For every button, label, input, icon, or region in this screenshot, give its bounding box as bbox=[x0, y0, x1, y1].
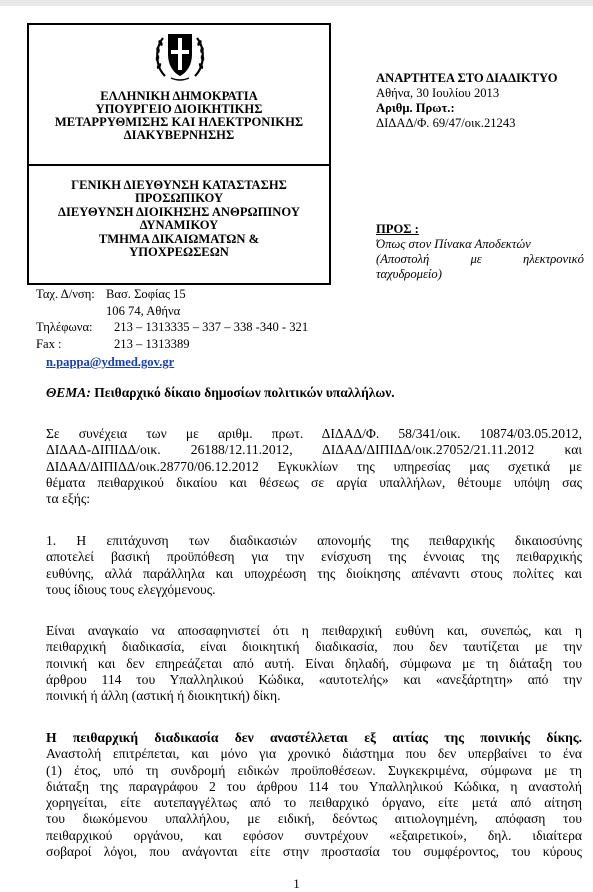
address-value: Βασ. Σοφίας 15 bbox=[106, 287, 186, 301]
page-number: 1 bbox=[293, 876, 300, 891]
paragraph bbox=[46, 426, 582, 507]
subject-text: Πειθαρχικό δίκαιο δημοσίων πολιτικών υπαλλήλων. bbox=[90, 385, 395, 400]
dept-line: ΔΥΝΑΜΙΚΟΥ bbox=[139, 218, 219, 232]
protocol-number: ΔΙΔΑΔ/Φ. 69/47/οικ.21243 bbox=[376, 116, 516, 130]
paragraph-line: σοβαροί λόγοι, που ανάγονται είτε στην προστασία του συμφέροντος, του κύρους bbox=[46, 844, 582, 860]
paragraph-line: αποτελεί βασική προϋπόθεση για την ενίσχυση της έννοιας της πειθαρχικής bbox=[46, 549, 582, 565]
recipients-word: (Αποστολή bbox=[376, 252, 430, 266]
paragraph-line: Σε συνέχεια των με αριθμ. πρωτ. ΔΙΔΑΔ/Φ. 58/341/οικ. 10874/03.05.2012, bbox=[46, 426, 582, 441]
paragraph bbox=[46, 730, 582, 860]
org-line: ΜΕΤΑΡΡΥΘΜΙΣΗΣ ΚΑΙ ΗΛΕΚΤΡΟΝΙΚΗΣ bbox=[54, 115, 304, 129]
document-meta bbox=[376, 71, 558, 131]
recipients-word: ηλεκτρονικό bbox=[522, 252, 584, 266]
recipients-word: με bbox=[470, 252, 482, 266]
phones-label: Τηλέφωνα: bbox=[36, 320, 93, 334]
greek-coat-of-arms-icon bbox=[151, 26, 209, 84]
address-postcode: 106 74, Αθήνα bbox=[106, 303, 181, 318]
paragraph bbox=[46, 623, 582, 704]
recipients-line bbox=[376, 252, 584, 267]
viewer-top-edge bbox=[0, 0, 593, 6]
recipients-line: Όπως στον Πίνακα Αποδεκτών bbox=[376, 237, 531, 251]
paragraph-line: χορηγείται, είτε αυτεπαγγέλτως από το πειθαρχικό όργανο, είτε μετά από αίτηση bbox=[46, 795, 582, 811]
protocol-label: Αριθμ. Πρωτ.: bbox=[376, 101, 455, 115]
paragraph-line: του διωκόμενου υπαλλήλου, με ειδική, δεόντως αιτιολογημένη, απόφαση του bbox=[46, 811, 582, 827]
paragraph-line: τα εξής: bbox=[46, 491, 91, 507]
dept-line: ΥΠΟΧΡΕΩΣΕΩΝ bbox=[129, 245, 229, 259]
phones-value: 213 – 1313335 – 337 – 338 -340 - 321 bbox=[114, 320, 309, 334]
paragraph-line: (1) έτος, υπό τη συνδρομή ειδικών προϋποθέσεων. Συγκεκριμένα, σύμφωνα με τη bbox=[46, 762, 582, 778]
paragraph-line: Αναστολή επιτρέπεται, και μόνο για χρονικό διάστημα που δεν υπερβαίνει το ένα bbox=[46, 746, 582, 762]
document-date: Αθήνα, 30 Ιουλίου 2013 bbox=[376, 86, 500, 100]
address-label: Ταχ. Δ/νση: bbox=[36, 287, 95, 301]
dept-line: ΤΜΗΜΑ ΔΙΚΑΙΩΜΑΤΩΝ & bbox=[98, 232, 260, 246]
dept-line: ΓΕΝΙΚΗ ΔΙΕΥΘΥΝΣΗ ΚΑΤΑΣΤΑΣΗΣ bbox=[71, 178, 287, 192]
paragraph-line: άρθρου 114 του Υπαλληλικού Κώδικα, «αυτοτελής» και «ανεξάρτητη» από την bbox=[46, 671, 582, 687]
paragraph-line: ευθύνης, αλλά παράλληλα και υποχρέωση της διοίκησης απέναντι στους πολίτες και bbox=[46, 565, 582, 581]
recipients-block bbox=[376, 222, 584, 282]
email-link[interactable]: n.pappa@ydmed.gov.gr bbox=[46, 355, 175, 369]
subject-label: ΘΕΜΑ: bbox=[46, 385, 91, 400]
fax-label: Fax : bbox=[36, 336, 62, 351]
paragraph-line: θέματα πειθαρχικού δικαίου και θέσεως σε αργία υπαλλήλων, θέτουμε υπόψη σας bbox=[46, 474, 582, 490]
org-line: ΔΙΑΚΥΒΕΡΝΗΣΗΣ bbox=[123, 128, 235, 142]
paragraph-line: πειθαρχική διαδικασία, είναι διοικητική διαδικασία, που δεν ταυτίζεται με την bbox=[46, 639, 582, 655]
subject-line bbox=[46, 385, 395, 401]
dept-line: ΔΙΕΥΘΥΝΣΗ ΔΙΟΙΚΗΣΗΣ ΑΝΘΡΩΠΙΝΟΥ bbox=[58, 205, 300, 219]
paragraph-heading: Η πειθαρχική διαδικασία δεν αναστέλλεται εξ αιτίας της ποινικής δίκης. bbox=[46, 730, 582, 745]
paragraph-line: ΔΙΔΑΔ-ΔΙΠΙΔΔ/οικ. 26188/12.11.2012, ΔΙΔΑΔ/ΔΙΠΙΔΔ/οικ.27052/21.11.2012 και bbox=[46, 442, 582, 458]
paragraph-line: ποινική και δεν επηρεάζεται από αυτή. Είναι δηλαδή, σύμφωνα με τη διάταξη του bbox=[46, 655, 582, 671]
org-line: ΕΛΛΗΝΙΚΗ ΔΗΜΟΚΡΑΤΙΑ bbox=[100, 89, 258, 103]
paragraph-line: 1. Η επιτάχυνση των διαδικασιών απονομής της πειθαρχικής δικαιοσύνης bbox=[46, 533, 582, 548]
paragraph-line: τους ίδιους τους ελεγχόμενους. bbox=[46, 581, 216, 597]
fax-value: 213 – 1313389 bbox=[114, 336, 190, 351]
paragraph-line: διάταξη της παραγράφου 2 του άρθρου 114 του Υπαλληλικού Κώδικα, η αναστολή bbox=[46, 778, 582, 794]
recipients-line: ταχυδρομείο) bbox=[376, 267, 442, 281]
paragraph-line: ΔΙΔΑΔ/ΔΙΠΙΔΔ/οικ.28770/06.12.2012 Εγκυκλίων της υπηρεσίας μας σχετικά με bbox=[46, 458, 582, 474]
paragraph-line: πειθαρχικού οργάνου, και εφόσον συντρέχουν «εξαιρετικοί», δηλ. ιδιαίτερα bbox=[46, 827, 582, 843]
org-line: ΥΠΟΥΡΓΕΙΟ ΔΙΟΙΚΗΤΙΚΗΣ bbox=[95, 102, 263, 116]
letterhead-box bbox=[27, 23, 331, 285]
dept-line: ΠΡΟΣΩΠΙΚΟΥ bbox=[134, 191, 224, 205]
recipients-title: ΠΡΟΣ : bbox=[376, 222, 419, 236]
paragraph-line: ποινική ή άλλη (αστική ή διοικητική) δίκη. bbox=[46, 688, 281, 704]
posting-notice: ΑΝΑΡΤΗΤΕΑ ΣΤΟ ΔΙΑΔΙΚΤΥΟ bbox=[376, 71, 558, 85]
paragraph bbox=[46, 533, 582, 598]
paragraph-line: Είναι αναγκαίο να αποσαφηνιστεί ότι η πειθαρχική ευθύνη και, συνεπώς, και η bbox=[46, 623, 582, 638]
letterhead-divider bbox=[29, 164, 329, 166]
